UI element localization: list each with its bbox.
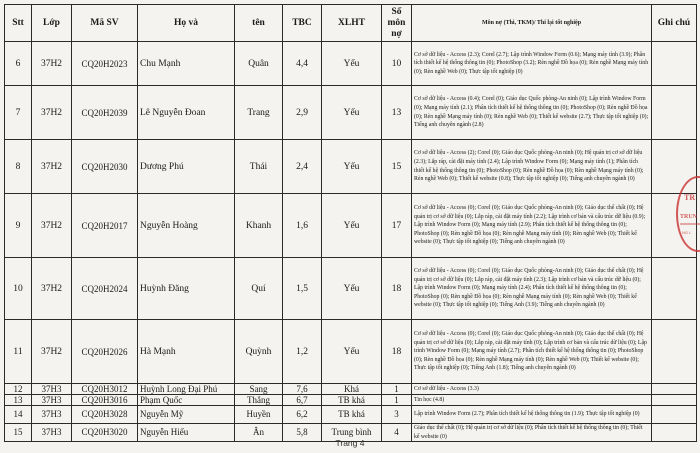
table-row <box>5 140 697 194</box>
cell-so-mon-no: 1 <box>382 395 412 406</box>
cell-tbc: 2,4 <box>283 140 322 194</box>
cell-ma-sv: CQ20H2039 <box>72 86 138 140</box>
svg-text:NG L: NG L <box>682 230 692 235</box>
cell-ma-sv: CQ20H3020 <box>72 424 138 442</box>
table-body <box>5 42 697 442</box>
cell-tbc: 7,6 <box>283 384 322 395</box>
cell-tbc: 4,4 <box>283 42 322 86</box>
cell-so-mon-no: 15 <box>382 140 412 194</box>
cell-ho: Hà Mạnh <box>138 320 235 384</box>
cell-tbc: 6,2 <box>283 406 322 424</box>
cell-so-mon-no: 18 <box>382 320 412 384</box>
cell-ghi-chu <box>652 42 697 86</box>
cell-ten: Quỳnh <box>235 320 283 384</box>
cell-tbc: 1,6 <box>283 194 322 258</box>
cell-ghi-chu <box>652 395 697 406</box>
cell-ten: Quân <box>235 42 283 86</box>
cell-lop: 37H2 <box>32 194 72 258</box>
cell-mon-no: Cơ sở dữ liệu - Access (0); Corel (0); Giáo dục Quốc phòng-An ninh (0); Giáo dục thể chất (0); Hệ quản trị cơ sở dữ liệu (0); Lắp ráp, cài đặt máy tính (2.2); Lập trình cơ bản và cấu trúc dữ liệu (0.9); Lập trình Window Form (0); Mạng máy tính (2.9); Phân tích thiết kế hệ thống thông tin (0); PhotoShop (0); Rèn nghề Đồ họa (0); Rèn nghề Mạng máy tính (0); Rèn nghề Web (0); Thiết kế website (0); Thực tập tốt nghiệp (0); Tiếng anh chuyên ngành (0) <box>412 194 652 258</box>
cell-lop: 37H2 <box>32 140 72 194</box>
cell-stt: 10 <box>5 258 32 320</box>
cell-ten: Khanh <box>235 194 283 258</box>
cell-ma-sv: CQ20H3028 <box>72 406 138 424</box>
cell-stt: 12 <box>5 384 32 395</box>
cell-stt: 13 <box>5 395 32 406</box>
cell-ma-sv: CQ20H3012 <box>72 384 138 395</box>
cell-ghi-chu <box>652 258 697 320</box>
cell-tbc: 6,7 <box>283 395 322 406</box>
cell-tbc: 1,5 <box>283 258 322 320</box>
header-row <box>5 5 697 42</box>
header-ghi-chu: Ghi chú <box>652 5 697 42</box>
cell-ho: Dương Phú <box>138 140 235 194</box>
cell-xlht: Yếu <box>322 86 382 140</box>
cell-mon-no: Cơ sở dữ liệu - Access (0); Corel (0); Giáo dục Quốc phòng-An ninh (0); Giáo dục thể chất (0); Hệ quản trị cơ sở dữ liệu (0); Lắp ráp, cài đặt máy tính (2.3); Lập trình cơ bản và cấu trúc dữ liệu (0); Lập trình Window Form (0); Mạng máy tính (2.4); Phân tích thiết kế hệ thống thông tin (0); PhotoShop (0); Rèn nghề Đồ họa (0); Rèn nghề Mạng máy tính (0); Rèn nghề Web (0); Thiết kế website (0); Thực tập tốt nghiệp (0); Tiếng Anh (3.9); Tiếng anh chuyên ngành (0) <box>412 258 652 320</box>
student-debt-table <box>4 4 697 442</box>
table-row <box>5 320 697 384</box>
cell-stt: 15 <box>5 424 32 442</box>
cell-mon-no: Cơ sở dữ liệu - Access (0); Corel (0); Giáo dục Quốc phòng-An ninh (0); Giáo dục thể chất (0); Hệ quản trị cơ sở dữ liệu (0); Lắp ráp, cài đặt máy tính (0); Lập trình cơ bản và cấu trúc dữ liệu (0); Lập trình Window Form (0); Mạng máy tính (2.7); Phân tích thiết kế hệ thống thông tin (0); PhotoShop (0); Rèn nghề Đồ họa (0); Rèn nghề Mạng máy tính (0); Rèn nghề Web (0); Thiết kế website (0); Thực tập tốt nghiệp (0); Tiếng Anh (1.8); Tiếng anh chuyên ngành (0) <box>412 320 652 384</box>
cell-ma-sv: CQ20H2026 <box>72 320 138 384</box>
header-mon-no: Môn nợ (Thi, TKM)/ Thi lại tốt nghiệp <box>412 5 652 42</box>
cell-ghi-chu <box>652 384 697 395</box>
cell-mon-no: Cơ sở dữ liệu - Access (0.4); Corel (0); Giáo dục Quốc phòng-An ninh (0); Lập trình Window Form (0); Mạng máy tính (2.1); Phân tích thiết kế hệ thống thông tin (0); PhotoShop (0); Rèn nghề Đồ họa (0); Rèn nghề Mạng máy tính (0); Rèn nghề Web (0); Thiết kế website (2.7); Thực tập tốt nghiệp (0); Tiếng anh chuyên ngành (2.8) <box>412 86 652 140</box>
cell-ho: Huỳnh Long Đại Phú <box>138 384 235 395</box>
cell-xlht: Yếu <box>322 258 382 320</box>
cell-so-mon-no: 4 <box>382 424 412 442</box>
cell-mon-no: Cơ sở dữ liệu - Access (2.3); Corel (2.7); Lập trình Window Form (0.6); Mạng máy tính (3.9); Phân tích thiết kế hệ thống thông tin (0); PhotoShop (3.2); Rèn nghề Đồ họa (0); Rèn nghề Mạng máy tính (0); Rèn nghề Web (0); Thực tập tốt nghiệp (0) <box>412 42 652 86</box>
cell-lop: 37H3 <box>32 384 72 395</box>
cell-xlht: Yếu <box>322 42 382 86</box>
table-row <box>5 395 697 406</box>
cell-lop: 37H3 <box>32 424 72 442</box>
cell-xlht: Yếu <box>322 194 382 258</box>
cell-ghi-chu <box>652 86 697 140</box>
cell-lop: 37H2 <box>32 86 72 140</box>
cell-ten: Thái <box>235 140 283 194</box>
cell-stt: 8 <box>5 140 32 194</box>
cell-ma-sv: CQ20H2023 <box>72 42 138 86</box>
cell-tbc: 5,8 <box>283 424 322 442</box>
svg-text:TRUN: TRUN <box>680 214 698 220</box>
cell-lop: 37H3 <box>32 395 72 406</box>
cell-stt: 6 <box>5 42 32 86</box>
cell-ghi-chu <box>652 320 697 384</box>
cell-ho: Huỳnh Đăng <box>138 258 235 320</box>
svg-text:TR: TR <box>684 193 696 202</box>
cell-xlht: Yếu <box>322 140 382 194</box>
table-row <box>5 86 697 140</box>
cell-ten: Thắng <box>235 395 283 406</box>
cell-xlht: Khá <box>322 384 382 395</box>
cell-ho: Chu Mạnh <box>138 42 235 86</box>
header-tbc: TBC <box>283 5 322 42</box>
cell-ten: Quí <box>235 258 283 320</box>
cell-ho: Nguyễn Mỹ <box>138 406 235 424</box>
header-ho-va: Họ và <box>138 5 235 42</box>
table-row <box>5 406 697 424</box>
cell-ho: Nguyễn Hoàng <box>138 194 235 258</box>
cell-ma-sv: CQ20H2024 <box>72 258 138 320</box>
cell-so-mon-no: 13 <box>382 86 412 140</box>
header-ma-sv: Mã SV <box>72 5 138 42</box>
header-ten: tên <box>235 5 283 42</box>
cell-ten: Sang <box>235 384 283 395</box>
cell-ten: Huyền <box>235 406 283 424</box>
cell-xlht: Trung bình <box>322 424 382 442</box>
cell-xlht: TB khá <box>322 395 382 406</box>
cell-ghi-chu <box>652 406 697 424</box>
header-lop: Lớp <box>32 5 72 42</box>
cell-tbc: 2,9 <box>283 86 322 140</box>
cell-mon-no: Giáo dục thể chất (0); Hệ quản trị cơ sở dữ liệu (0); Phân tích thiết kế hệ thống thông tin (0); Thiết kế website (0) <box>412 424 652 442</box>
cell-lop: 37H2 <box>32 42 72 86</box>
cell-xlht: TB khá <box>322 406 382 424</box>
cell-so-mon-no: 3 <box>382 406 412 424</box>
cell-so-mon-no: 18 <box>382 258 412 320</box>
cell-mon-no: Cơ sở dữ liệu - Access (3.3) <box>412 384 652 395</box>
cell-ho: Nguyễn Hiếu <box>138 424 235 442</box>
header-xlht: XLHT <box>322 5 382 42</box>
cell-ma-sv: CQ20H3016 <box>72 395 138 406</box>
cell-stt: 7 <box>5 86 32 140</box>
table-row <box>5 258 697 320</box>
cell-mon-no: Lập trình Window Form (2.7); Phân tích thiết kế hệ thống thông tin (1.9); Thực tập tốt nghiệp (0) <box>412 406 652 424</box>
cell-stt: 11 <box>5 320 32 384</box>
cell-mon-no: Tin học (4.8) <box>412 395 652 406</box>
cell-so-mon-no: 10 <box>382 42 412 86</box>
table-row <box>5 42 697 86</box>
page-number: Trang 4 <box>335 438 365 448</box>
cell-ho: Phạm Quốc <box>138 395 235 406</box>
cell-xlht: Yếu <box>322 320 382 384</box>
cell-so-mon-no: 1 <box>382 384 412 395</box>
cell-lop: 37H2 <box>32 258 72 320</box>
header-so-mon-no: Số môn nợ <box>382 5 412 42</box>
cell-so-mon-no: 17 <box>382 194 412 258</box>
cell-stt: 9 <box>5 194 32 258</box>
cell-tbc: 1,2 <box>283 320 322 384</box>
document-sheet <box>4 4 696 442</box>
cell-lop: 37H3 <box>32 406 72 424</box>
cell-ten: Ân <box>235 424 283 442</box>
cell-ma-sv: CQ20H2017 <box>72 194 138 258</box>
cell-mon-no: Cơ sở dữ liệu - Access (2); Corel (0); Giáo dục Quốc phòng-An ninh (0); Hệ quản trị cơ sở dữ liệu (2.3); Lắp ráp, cài đặt máy tính (2.4); Lập trình Window Form (0); Mạng máy tính (1); Phân tích thiết kế hệ thống thông tin (0); PhotoShop (0); Rèn nghề Đồ họa (0); Rèn nghề Mạng máy tính (0); Rèn nghề Web (0); Thiết kế website (0.8); Thực tập tốt nghiệp (0); Tiếng anh chuyên ngành (0) <box>412 140 652 194</box>
red-seal-stamp <box>676 176 700 252</box>
table-row <box>5 384 697 395</box>
cell-ma-sv: CQ20H2030 <box>72 140 138 194</box>
cell-lop: 37H2 <box>32 320 72 384</box>
table-row <box>5 194 697 258</box>
cell-stt: 14 <box>5 406 32 424</box>
header-stt: Stt <box>5 5 32 42</box>
cell-ten: Trang <box>235 86 283 140</box>
cell-ho: Lê Nguyễn Đoan <box>138 86 235 140</box>
